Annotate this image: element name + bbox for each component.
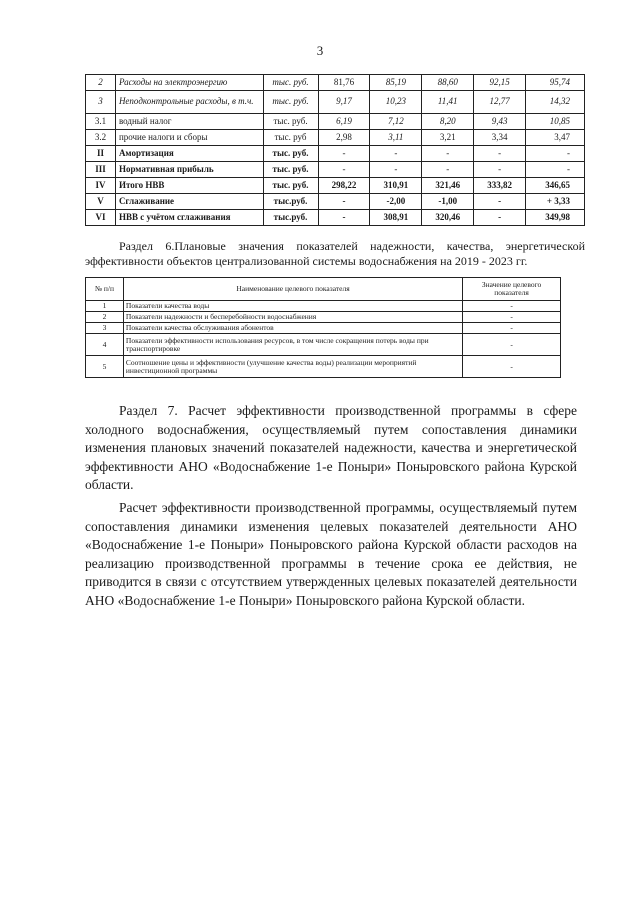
row-unit: тыс. руб. <box>263 178 318 194</box>
cell-value: 2,98 <box>318 130 370 146</box>
cell-value: 349,98 <box>526 210 585 226</box>
table-row <box>86 301 561 312</box>
cell-value: 333,82 <box>474 178 526 194</box>
table-row <box>86 91 585 114</box>
cell-value: - <box>422 146 474 162</box>
cell-value: 85,19 <box>370 75 422 91</box>
cell-value: 3,34 <box>474 130 526 146</box>
cell-value: 95,74 <box>526 75 585 91</box>
cell-value: - <box>526 162 585 178</box>
row-name: Неподконтрольные расходы, в т.ч. <box>115 91 263 114</box>
row-number: 4 <box>86 334 124 356</box>
section-7-paragraph: Раздел 7. Расчет эффективности производственной программы в сфере холодного водоснабжения, осуществляемый путем сопоставления динамики изменения плановых значений показателей надежности, качества и энергетической эффективности АНО «Водоснабжение 1-е Поныри» Поныровского района Курской области. <box>85 403 577 492</box>
row-unit: тыс.руб. <box>263 210 318 226</box>
table-row <box>86 75 585 91</box>
row-number: 5 <box>86 356 124 378</box>
row-name: Сглаживание <box>115 194 263 210</box>
cell-value: 88,60 <box>422 75 474 91</box>
row-number: VI <box>86 210 116 226</box>
row-name: Показатели эффективности использования ресурсов, в том числе сокращения потерь воды при транспортировке <box>123 334 462 356</box>
budget-table <box>85 74 585 226</box>
cell-value: 8,20 <box>422 114 474 130</box>
table-row <box>86 130 585 146</box>
row-name: Нормативная прибыль <box>115 162 263 178</box>
row-number: III <box>86 162 116 178</box>
cell-value: 298,22 <box>318 178 370 194</box>
cell-value: 320,46 <box>422 210 474 226</box>
row-name: Соотношение цены и эффективности (улучшение качества воды) реализации мероприятий инвестиционной программы <box>123 356 462 378</box>
row-value: - <box>463 334 561 356</box>
table-row <box>86 162 585 178</box>
cell-value: - <box>370 146 422 162</box>
row-unit: тыс. руб. <box>263 114 318 130</box>
row-name: Амортизация <box>115 146 263 162</box>
row-number: IV <box>86 178 116 194</box>
row-name: Показатели качества обслуживания абонентов <box>123 323 462 334</box>
cell-value: - <box>474 146 526 162</box>
header-num: № п/п <box>86 278 124 301</box>
cell-value: 321,46 <box>422 178 474 194</box>
table-row <box>86 334 561 356</box>
cell-value: 7,12 <box>370 114 422 130</box>
row-value: - <box>463 323 561 334</box>
target-indicators-table <box>85 277 561 378</box>
table-row <box>86 356 561 378</box>
cell-value: - <box>526 146 585 162</box>
cell-value: - <box>318 146 370 162</box>
row-number: V <box>86 194 116 210</box>
header-value: Значение целевого показателя <box>463 278 561 301</box>
cell-value: 11,41 <box>422 91 474 114</box>
cell-value: 10,85 <box>526 114 585 130</box>
row-name: Показатели надежности и бесперебойности водоснабжения <box>123 312 462 323</box>
row-number: 1 <box>86 301 124 312</box>
row-number: 3.2 <box>86 130 116 146</box>
efficiency-paragraph: Расчет эффективности производственной программы, осуществляемый путем сопоставления динамики изменения целевых показателей деятельности АНО «Водоснабжение 1-е Поныри» Поныровского района Курской области расходов на реализацию производственной программы в течение срока ее действия, не приводится в связи с отсутствием утвержденных целевых показателей деятельности АНО «Водоснабжение 1-е Поныри» Поныровского района Курской области. <box>85 500 577 608</box>
cell-value: 92,15 <box>474 75 526 91</box>
row-unit: тыс. руб. <box>263 162 318 178</box>
row-value: - <box>463 356 561 378</box>
section-6-heading: Раздел 6.Плановые значения показателей надежности, качества, энергетической эффективности объектов централизованной системы водоснабжения на 2019 - 2023 гг. <box>85 239 585 268</box>
row-value: - <box>463 301 561 312</box>
cell-value: - <box>318 210 370 226</box>
row-name: НВВ с учётом сглаживания <box>115 210 263 226</box>
cell-value: - <box>318 162 370 178</box>
table-row <box>86 323 561 334</box>
row-number: 2 <box>86 75 116 91</box>
row-unit: тыс. руб. <box>263 146 318 162</box>
cell-value: 12,77 <box>474 91 526 114</box>
row-number: 3 <box>86 323 124 334</box>
cell-value: 81,76 <box>318 75 370 91</box>
row-unit: тыс. руб. <box>263 91 318 114</box>
row-unit: тыс. руб <box>263 130 318 146</box>
table-row <box>86 146 585 162</box>
cell-value: 3,21 <box>422 130 474 146</box>
row-value: - <box>463 312 561 323</box>
cell-value: 3,47 <box>526 130 585 146</box>
row-number: II <box>86 146 116 162</box>
table-header-row <box>86 278 561 301</box>
cell-value: 14,32 <box>526 91 585 114</box>
row-name: водный налог <box>115 114 263 130</box>
table-row <box>86 210 585 226</box>
cell-value: 10,23 <box>370 91 422 114</box>
cell-value: 6,19 <box>318 114 370 130</box>
row-number: 2 <box>86 312 124 323</box>
row-number: 3.1 <box>86 114 116 130</box>
header-name: Наименование целевого показателя <box>123 278 462 301</box>
cell-value: 3,11 <box>370 130 422 146</box>
cell-value: - <box>370 162 422 178</box>
cell-value: - <box>474 194 526 210</box>
table-row <box>86 194 585 210</box>
row-name: Расходы на электроэнергию <box>115 75 263 91</box>
table-row <box>86 312 561 323</box>
row-name: Показатели качества воды <box>123 301 462 312</box>
cell-value: -1,00 <box>422 194 474 210</box>
row-number: 3 <box>86 91 116 114</box>
cell-value: + 3,33 <box>526 194 585 210</box>
cell-value: 9,43 <box>474 114 526 130</box>
row-name: Итого НВВ <box>115 178 263 194</box>
table-row <box>86 178 585 194</box>
cell-value: - <box>318 194 370 210</box>
row-unit: тыс.руб. <box>263 194 318 210</box>
cell-value: -2,00 <box>370 194 422 210</box>
row-name: прочие налоги и сборы <box>115 130 263 146</box>
row-unit: тыс. руб. <box>263 75 318 91</box>
cell-value: 308,91 <box>370 210 422 226</box>
table-row <box>86 114 585 130</box>
cell-value: - <box>474 162 526 178</box>
cell-value: - <box>474 210 526 226</box>
cell-value: - <box>422 162 474 178</box>
cell-value: 9,17 <box>318 91 370 114</box>
page-number: 3 <box>316 43 324 58</box>
cell-value: 346,65 <box>526 178 585 194</box>
cell-value: 310,91 <box>370 178 422 194</box>
